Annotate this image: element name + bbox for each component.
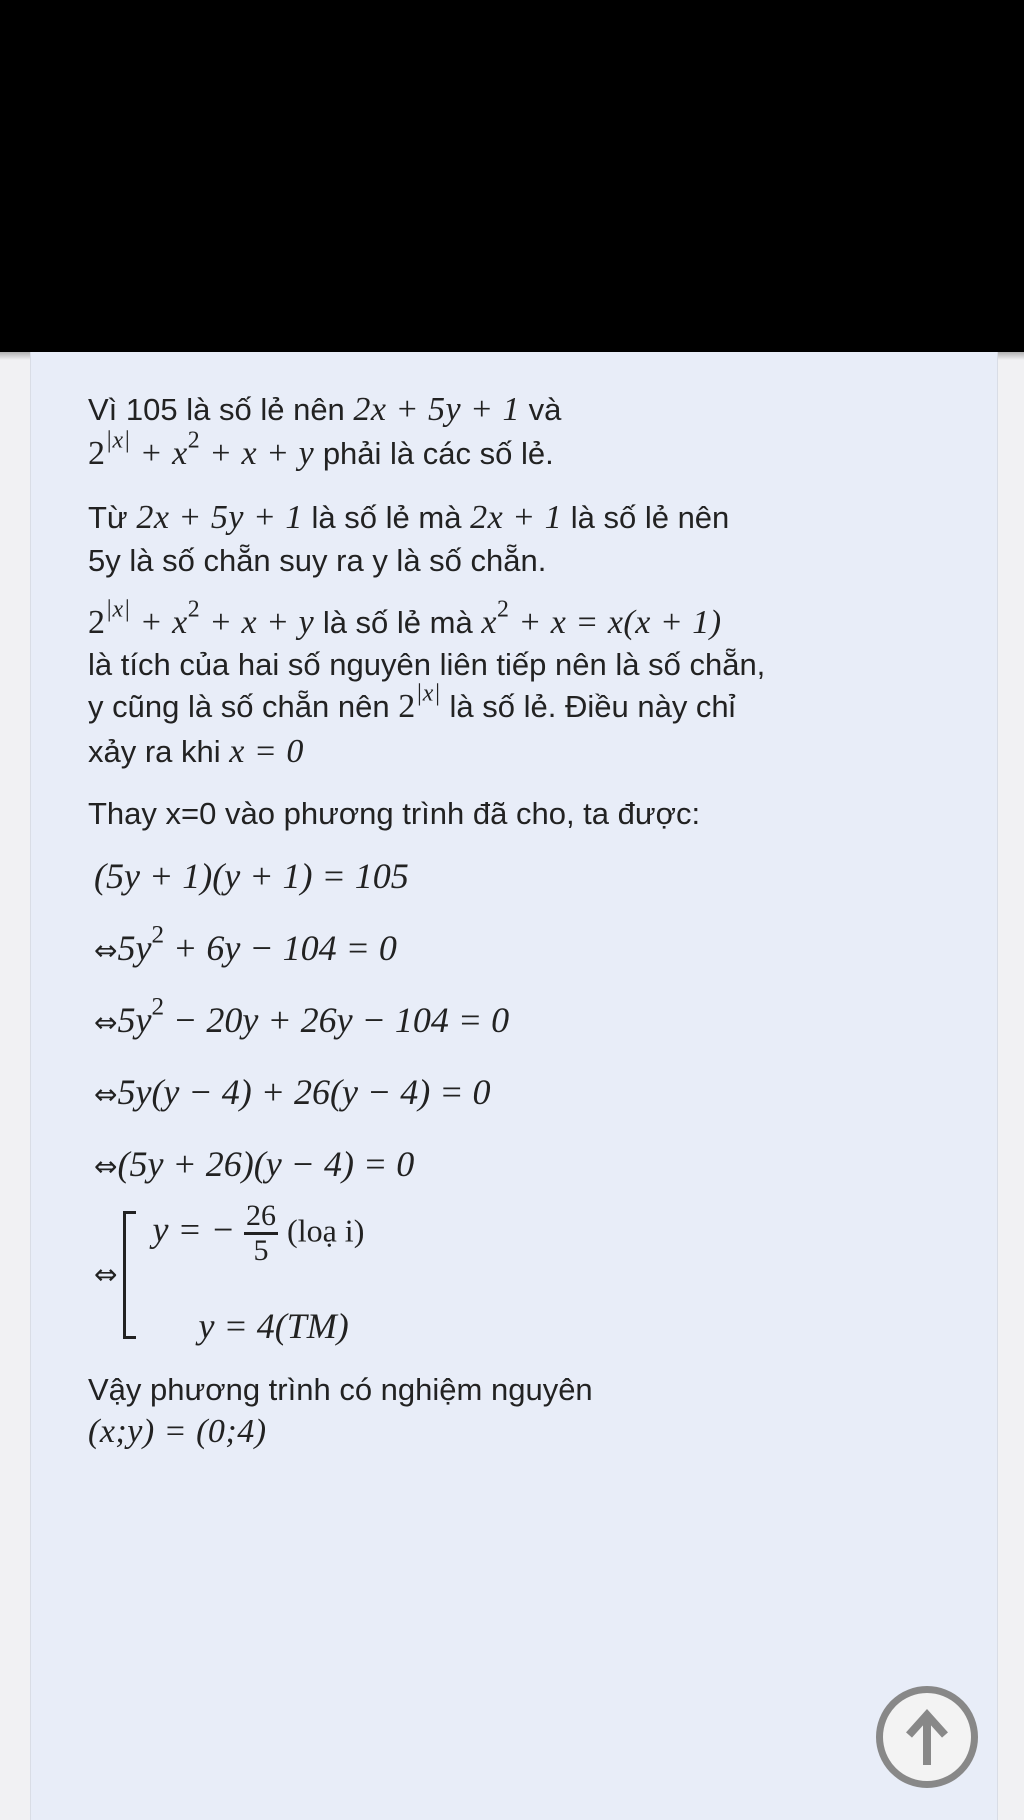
math-expression: $2^{|x|} + x^2 + x + y$ xyxy=(88,596,315,641)
scroll-to-top-button[interactable] xyxy=(876,1686,978,1788)
math-expression: $2^{|x|} + x^2 + x + y$ xyxy=(88,427,315,473)
paragraph-4: Thay x=0 vào phương trình đã cho, ta được: xyxy=(88,795,701,831)
equivalence-icon: ⇔ xyxy=(94,1150,118,1184)
arrow-up-circle-icon xyxy=(883,1693,971,1781)
equivalence-icon: ⇔ xyxy=(94,1006,118,1040)
case-2: y = 4(TM) xyxy=(198,1306,349,1347)
paragraph-5: Vậy phương trình có nghiệm nguyên (x;y) = (0;4) xyxy=(88,1372,593,1451)
math-expression: $x^2 + x = x(x + 1)$ xyxy=(481,596,722,641)
equation-line-1: (5y + 1)(y + 1) = 105 xyxy=(94,856,409,897)
equation-line-2: $\Leftrightarrow 5y^2 + 6y - 104 = 0$ xyxy=(94,921,397,969)
math-expression: $2^{|x|}$ xyxy=(398,680,441,726)
redacted-header-edge xyxy=(0,300,1024,360)
equation-line-5: ⇔(5y + 26)(y − 4) = 0 xyxy=(94,1144,415,1185)
case-1: y = − $\frac{26}{5}$ (loạ i) xyxy=(152,1199,365,1267)
case-bracket xyxy=(123,1211,136,1339)
paragraph-1: Vì 105 là số lẻ nên 2x + 5y + 1 và $2^{|x|} + x^2 + x + y$ phải là các số lẻ. xyxy=(88,391,562,473)
solution-content xyxy=(88,388,948,1461)
paragraph-3: $2^{|x|} + x^2 + x + y$ là số lẻ mà $x^2 + x = x(x + 1)$ là tích của hai số nguyên liên tiếp nên là số chẵn, y cũng là số chẵn nên $2^{|x|}$ là số lẻ. Điều này chỉ xảy ra khi x = 0 xyxy=(88,596,766,770)
equation-line-4: ⇔5y(y − 4) + 26(y − 4) = 0 xyxy=(94,1072,491,1113)
case-system xyxy=(88,1200,948,1350)
paragraph-2: Từ 2x + 5y + 1 là số lẻ mà 2x + 1 là số lẻ nên 5y là số chẵn suy ra y là số chẵn. xyxy=(88,499,730,578)
equivalence-icon: ⇔ xyxy=(94,1257,118,1291)
equivalence-icon: ⇔ xyxy=(94,1078,118,1112)
equation-line-3: $\Leftrightarrow 5y^2 - 20y + 26y - 104 = 0$ xyxy=(94,993,510,1041)
fraction: $\frac{26}{5}$ xyxy=(246,1199,277,1267)
equivalence-icon: ⇔ xyxy=(94,934,118,968)
